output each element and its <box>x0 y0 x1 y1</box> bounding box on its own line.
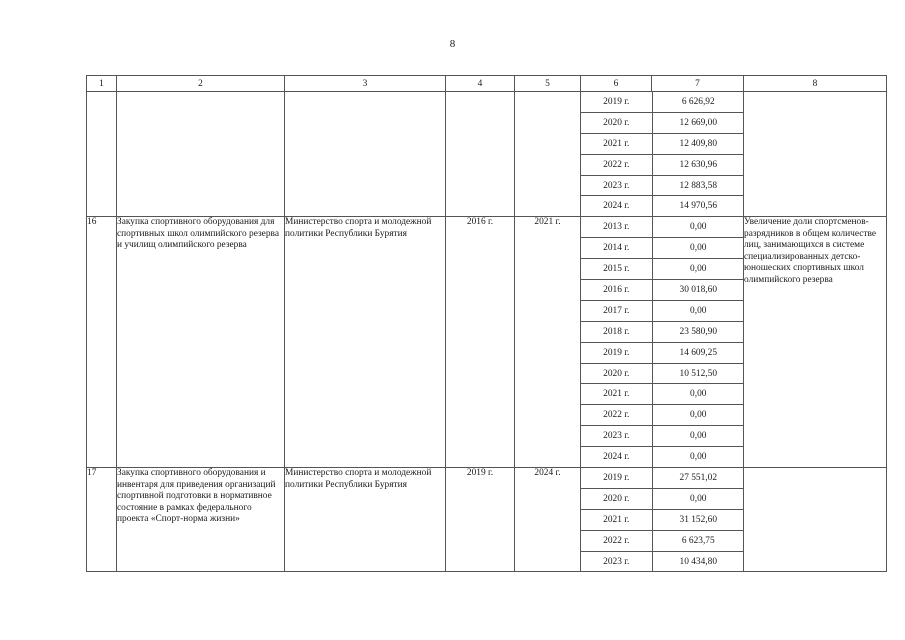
year-value-row <box>581 405 744 426</box>
value-cell: 12 883,58 <box>652 175 744 196</box>
header-cell: 1 <box>87 76 117 92</box>
header-row <box>87 76 887 92</box>
table-row <box>87 92 887 217</box>
year-value-row <box>581 509 744 530</box>
result-cell: Увеличение доли спортсменов-разрядников в общем количестве лиц, занимающихся в системе специализированных детско-юношеских спортивных школ олимпийского резерва <box>744 217 887 468</box>
value-cell: 27 551,02 <box>652 468 744 488</box>
start-cell: 2019 г. <box>446 468 515 572</box>
year-cell: 2020 г. <box>581 112 652 133</box>
year-value-row <box>581 342 744 363</box>
executor-cell: Министерство спорта и молодежной политики Республики Бурятия <box>285 217 446 468</box>
year-value-row <box>581 384 744 405</box>
year-cell: 2022 г. <box>581 154 652 175</box>
executor-cell: Министерство спорта и молодежной политики Республики Бурятия <box>285 468 446 572</box>
year-value-row <box>581 280 744 301</box>
header-cell: 7 <box>652 76 744 92</box>
value-cell: 0,00 <box>652 259 744 280</box>
value-cell: 23 580,90 <box>652 321 744 342</box>
year-value-row <box>581 321 744 342</box>
header-cell: 6 <box>581 76 652 92</box>
year-cell: 2024 г. <box>581 196 652 216</box>
year-value-row <box>581 133 744 154</box>
year-value-row <box>581 488 744 509</box>
year-value-cell <box>581 468 744 572</box>
value-cell: 31 152,60 <box>652 509 744 530</box>
value-cell: 0,00 <box>652 238 744 259</box>
year-cell: 2013 г. <box>581 217 652 237</box>
year-cell: 2018 г. <box>581 321 652 342</box>
start-cell <box>446 92 515 217</box>
header-cell: 8 <box>744 76 887 92</box>
value-cell: 6 626,92 <box>652 92 744 112</box>
year-value-cell <box>581 92 744 217</box>
end-cell: 2021 г. <box>515 217 581 468</box>
year-cell: 2015 г. <box>581 259 652 280</box>
year-value-row <box>581 259 744 280</box>
year-value-row <box>581 92 744 112</box>
year-value-row <box>581 175 744 196</box>
row-number-cell: 16 <box>87 217 117 468</box>
year-value-row <box>581 468 744 488</box>
result-cell <box>744 92 887 217</box>
executor-cell <box>285 92 446 217</box>
year-value-row <box>581 426 744 447</box>
year-cell: 2022 г. <box>581 530 652 551</box>
year-cell: 2024 г. <box>581 447 652 467</box>
value-cell: 30 018,60 <box>652 280 744 301</box>
year-value-row <box>581 196 744 216</box>
year-cell: 2014 г. <box>581 238 652 259</box>
value-cell: 6 623,75 <box>652 530 744 551</box>
row-number-cell <box>87 92 117 217</box>
value-cell: 14 609,25 <box>652 342 744 363</box>
table-row <box>87 468 887 572</box>
year-cell: 2021 г. <box>581 509 652 530</box>
header-cell: 5 <box>515 76 581 92</box>
year-cell: 2019 г. <box>581 468 652 488</box>
year-cell: 2021 г. <box>581 133 652 154</box>
year-value-row <box>581 447 744 467</box>
value-cell: 10 434,80 <box>679 556 717 567</box>
value-cell: 0,00 <box>652 405 744 426</box>
value-cell: 12 409,80 <box>652 133 744 154</box>
result-cell <box>744 468 887 572</box>
program-measures-table <box>86 75 887 572</box>
year-cell: 2017 г. <box>581 300 652 321</box>
year-value-row <box>581 551 744 571</box>
table-row <box>87 217 887 468</box>
year-value-cell <box>581 217 744 468</box>
header-cell: 3 <box>285 76 446 92</box>
year-cell: 2021 г. <box>581 384 652 405</box>
year-cell: 2023 г. <box>581 551 652 571</box>
name-cell: Закупка спортивного оборудования для спортивных школ олимпийского резерва и училищ олимпийского резерва <box>117 217 285 468</box>
year-value-row <box>581 238 744 259</box>
year-value-row <box>581 363 744 384</box>
year-value-row <box>581 112 744 133</box>
value-cell: 10 512,50 <box>652 363 744 384</box>
start-cell: 2016 г. <box>446 217 515 468</box>
year-value-row <box>581 217 744 237</box>
year-value-table <box>581 468 744 571</box>
year-cell: 2023 г. <box>581 426 652 447</box>
year-cell: 2022 г. <box>581 405 652 426</box>
year-value-table <box>581 217 744 467</box>
value-cell: 12 669,00 <box>652 112 744 133</box>
year-cell: 2023 г. <box>581 175 652 196</box>
end-cell: 2024 г. <box>515 468 581 572</box>
value-cell: 12 630,96 <box>652 154 744 175</box>
value-cell: 0,00 <box>652 488 744 509</box>
value-cell: 0,00 <box>652 300 744 321</box>
value-cell: 0,00 <box>652 217 744 237</box>
header-cell: 2 <box>117 76 285 92</box>
year-value-table <box>581 92 744 216</box>
end-cell <box>515 92 581 217</box>
value-cell: 0,00 <box>652 384 744 405</box>
value-cell: 0,00 <box>652 426 744 447</box>
year-cell: 2020 г. <box>581 488 652 509</box>
page-number: 8 <box>449 38 456 50</box>
value-cell: 14 970,56 <box>679 201 717 212</box>
header-cell: 4 <box>446 76 515 92</box>
year-cell: 2020 г. <box>581 363 652 384</box>
year-cell: 2019 г. <box>581 92 652 112</box>
value-cell: 0,00 <box>690 452 707 463</box>
year-cell: 2019 г. <box>581 342 652 363</box>
year-cell: 2016 г. <box>581 280 652 301</box>
name-cell <box>117 92 285 217</box>
year-value-row <box>581 154 744 175</box>
name-cell: Закупка спортивного оборудования и инвентаря для приведения организаций спортивной подготовки в нормативное состояние в рамках федерального проекта «Спорт-норма жизни» <box>117 468 285 572</box>
year-value-row <box>581 300 744 321</box>
row-number-cell: 17 <box>87 468 117 572</box>
year-value-row <box>581 530 744 551</box>
